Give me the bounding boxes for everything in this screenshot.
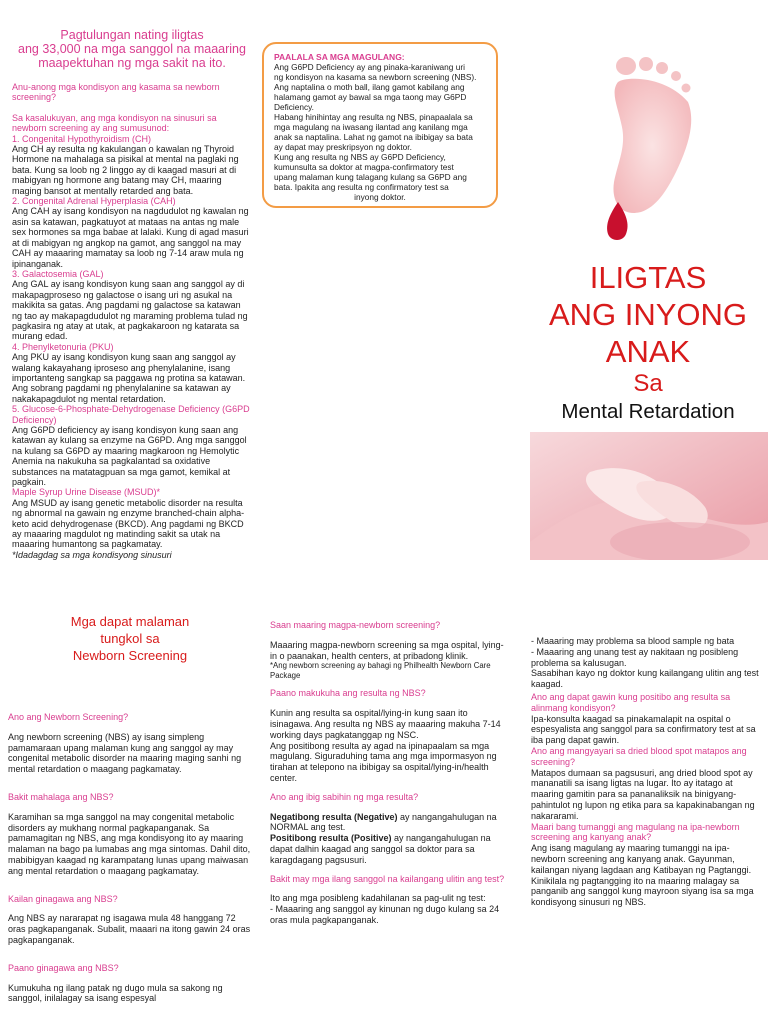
notice-line: ay dapat may preskripsyon ng doktor. (274, 142, 412, 152)
condition-heading: 1. Congenital Hypothyroidism (CH) (12, 133, 152, 144)
cover-title-line3: ANAK (605, 334, 691, 369)
cover-title-line1: ILIGTAS (589, 260, 707, 295)
notice-line: Habang hinihintay ang resulta ng NBS, pinapaalala sa (274, 112, 473, 122)
baby-foot-illustration (596, 52, 706, 252)
condition-heading: Maple Syrup Urine Disease (MSUD)* (12, 487, 161, 498)
notice-title: PAALALA SA MGA MAGULANG: (274, 52, 405, 62)
negative-result: Negatibong resulta (Negative) ay nangangahulugan na NORMAL ang test. (270, 811, 497, 833)
condition-heading: 2. Congenital Adrenal Hyperplasia (CAH) (12, 196, 176, 207)
condition-heading: 4. Phenylketonuria (PKU) (12, 341, 114, 352)
answer: Karamihan sa mga sanggol na may congenital metabolic disorders ay mukhang normal pagkapanganak. Sa pamamagitan ng NBS, ang mga kondisyong ito ay maaring malaman na bago pa lumabas ang mga sintomas. Dahil dito, mabibigyan kaagad ng karampatang lunas upang maiwasan ang mental retardation o maagang pagkamatay. (8, 811, 251, 876)
answer: Ito ang mga posibleng kadahilanan sa pag-ulit ng test: (270, 893, 486, 904)
answer: Kumukuha ng ilang patak ng dugo mula sa sakong ng sanggol, inilalagay sa isang espesyal (8, 982, 223, 1004)
cover-title-line2: ANG INYONG (548, 297, 748, 332)
condition-text: Ang CAH ay isang kondisyon na nagdudulot ng kawalan ng asin sa katawan, pagkatuyot at mataas na antas ng male sex hormones sa mga babae at lalaki. Kung di agad masuri at di mabigyan ng angkop na gamot, ang sanggol na may CAH ay maaaring mamatay sa loob ng 7-14 araw mula ng ipinanganak. (12, 206, 249, 269)
answer: Ipa-konsulta kaagad sa pinakamalapit na ospital o espesyalista ang sanggol para sa confirmatory test at sa iba pang dapat gawin. (531, 713, 756, 746)
conditions-intro: Sa kasalukuyan, ang mga kondisyon na sinusuri sa newborn screening ay ang sumusunod: (12, 112, 217, 134)
answer: Ang newborn screening (NBS) ay isang simpleng pamamaraan upang malaman kung ang sanggol ay may congenital metabolic disorder na maaring maging sanhi ng mental retardation o maagang pagkamatay. (8, 731, 242, 775)
answer: Matapos dumaan sa pagsusuri, ang dried blood spot ay mananatili sa isang ligtas na lugar. Ito ay itatago at maaring gamitin para sa pananaliksik na binigyang-pahintulot ng lupon ng etika para sa kapakinabangan ng nakararami. (531, 767, 755, 821)
question: Ano ang dapat gawin kung positibo ang resulta sa alinmang kondisyon? (531, 691, 731, 713)
answer: Kunin ang resulta sa ospital/lying-in kung saan ito isinagawa. Ang resulta ng NBS ay maaaring makuha 7-14 working days pagkatanggap ng NSC. (270, 708, 501, 740)
question: Paano makukuha ang resulta ng NBS? (270, 688, 426, 699)
answer: Ang NBS ay nararapat ng isagawa mula 48 hanggang 72 oras pagkapanganak. Subalit, maaari na itong gawin 24 oras pagkapanganak. (8, 913, 251, 945)
footnote: *Idadagdag sa mga kondisyong sinusuri (12, 549, 172, 560)
cover-title-line4: Sa (633, 370, 663, 397)
col3-bottom (531, 636, 761, 908)
left-title: Pagtulungan nating iligtas ang 33,000 na mga sanggol na maaaring maapektuhan ng mga sakit na ito. (18, 28, 246, 70)
toe-icon (682, 84, 691, 93)
positive-result: Positibong resulta (Positive) ay nangangahulugan na dapat dalhin kaagad ang sanggol sa doktor para sa karagdagang pagsusuri. (270, 833, 491, 865)
notice-line: inyong doktor. (354, 192, 406, 202)
notice-line: bata. Ipakita ang resulta ng confirmatory test sa (274, 182, 449, 192)
answer-note: *Ang newborn screening ay bahagi ng Philhealth Newborn Care Package (270, 661, 491, 680)
question: Ano ang mangyayari sa dried blood spot matapos ang screening? (531, 745, 747, 767)
condition-text: Ang G6PD deficiency ay isang kondisyon kung saan ang katawan ay kulang sa enzyme na G6PD. Ang mga sanggol na kulang sa G6PD ay maaring magkaroon ng Hemolytic Anemia na nakukuha sa pagkalantad sa oxidative substances na matatagpuan sa mga gamot, kemikal at pagkain. (12, 425, 247, 488)
answer: Ang isang magulang ay maaring tumanggi na ipa-newborn screening ang kanyang anak. Gayunman, kailangan niyang lagdaan ang Katibayan ng Pagtanggi. Kinikilala ng pagtangging ito na maaring malagay sa panganib ang sanggol kung mayroon siyang isa sa mga kondisyong sinusuri ng NBS. (531, 843, 754, 908)
reason-item: Sasabihan kayo ng doktor kung kailangang ulitin ang test kaagad. (531, 668, 759, 690)
notice-line: Kung ang resulta ng NBS ay G6PD Deficiency, (274, 152, 446, 162)
answer-item: - Maaaring ang sanggol ay kinunan ng dugo kulang sa 24 oras mula pagkapanganak. (270, 904, 500, 925)
hands-photo (530, 432, 768, 560)
question: Bakit may mga ilang sanggol na kailangang ulitin ang test? (270, 873, 505, 884)
conditions-question: Anu-anong mga kondisyon ang kasama sa newborn screening? (12, 82, 220, 103)
foot-sole-icon (613, 79, 691, 213)
notice-line: ng kondisyon na kasama sa newborn screening (NBS). (274, 72, 477, 82)
reason-item: - Maaaring may problema sa blood sample ng bata (531, 636, 735, 646)
toe-icon (639, 57, 653, 71)
condition-text: Ang GAL ay isang kondisyon kung saan ang sanggol ay di makapagproseso ng galactose o isang uri ng asukal na makikita sa gatas. Ang pagdami ng galactose sa katawan ng tao ay makapagdudulot ng maraming problema tulad ng pagkasira ng atay at utak, at pagkakaroon ng katarata sa murang edad. (12, 279, 248, 342)
notice-line: anak sa naptalina. Lahat ng gamot na ibibigay sa bata (274, 132, 473, 142)
condition-text: Ang MSUD ay isang genetic metabolic disorder na resulta ng abnormal na gawain ng enzyme branched-chain alpha-keto acid dehydrogenase (BKCD). Ang pagdami ng BKCD ay maaaring magdulot ng matinding sakit sa utak na maaaring humantong sa pagkamatay. (12, 497, 245, 550)
question: Maari bang tumanggi ang magulang na ipa-newborn screening ang kanyang anak? (531, 821, 740, 843)
col1-title: Mga dapat malaman tungkol sa Newborn Screening (70, 614, 190, 663)
toe-icon (656, 62, 668, 74)
notice-line: mga magulang na iwasang ilantad ang kanilang mga (274, 122, 468, 132)
question: Ano ang Newborn Screening? (8, 712, 129, 722)
condition-text: Ang PKU ay isang kondisyon kung saan ang sanggol ay walang kakayahang iproseso ang phenylalanine, isang importanteng sangkap sa paggawa ng protina sa katawan. Ang sobrang pagdami ng phenylalanine sa katawan ay nakakapagdulot ng mental retardation. (12, 352, 246, 404)
notice-line: Ang G6PD Deficiency ay ang pinaka-karaniwang uri (274, 62, 465, 72)
notice-line: upang malaman kung talagang kulang sa G6PD ang (274, 172, 467, 182)
hands-image (530, 432, 768, 560)
answer: Maaaring magpa-newborn screening sa mga ospital, lying-in o paanakan, health centers, at pribadong klinik. (270, 639, 504, 661)
parents-notice-box (262, 42, 498, 208)
cover-subtitle: Mental Retardation (561, 400, 735, 423)
condition-heading: 5. Glucose-6-Phosphate-Dehydrogenase Deficiency (G6PD Deficiency) (12, 404, 250, 425)
question: Saan maaring magpa-newborn screening? (270, 620, 441, 630)
reason-item: - Maaaring ang unang test ay nakitaan ng posibleng problema sa kalusugan. (531, 646, 739, 668)
condition-heading: 3. Galactosemia (GAL) (12, 268, 104, 279)
question: Bakit mahalaga ang NBS? (8, 791, 114, 802)
notice-line: kumunsulta sa doktor at magpa-confirmatory test (274, 162, 454, 172)
notice-line: halamang gamot ay bawal sa mga taong may G6PD (274, 92, 467, 102)
left-top-panel (12, 28, 252, 560)
question: Ano ang ibig sabihin ng mga resulta? (270, 791, 419, 802)
col2-bottom (270, 620, 508, 926)
question: Paano ginagawa ang NBS? (8, 962, 119, 973)
toe-icon (616, 57, 636, 75)
condition-text: Ang CH ay resulta ng kakulangan o kawalan ng Thyroid Hormone na mahalaga sa pisikal at mental na paglaki ng bata. Kung sa loob ng 2 linggo ay di kaagad masuri at di mabigyan ng hormone ang batang may CH, maaring maging bansot at mentally retarded ang bata. (12, 144, 239, 196)
question: Kailan ginagawa ang NBS? (8, 893, 118, 904)
col1-bottom (8, 613, 252, 1004)
notice-line: Deficiency. (274, 102, 314, 112)
notice-line: Ang naptalina o moth ball, ilang gamot kabilang ang (274, 82, 465, 92)
answer: Ang positibong resulta ay agad na ipinapaalam sa mga magulang. Siguraduhing tama ang mga impormasyon ng tirahan at telepono na ibibigay sa ospital/lying-in/health center. (270, 740, 497, 783)
toe-icon (671, 71, 681, 81)
